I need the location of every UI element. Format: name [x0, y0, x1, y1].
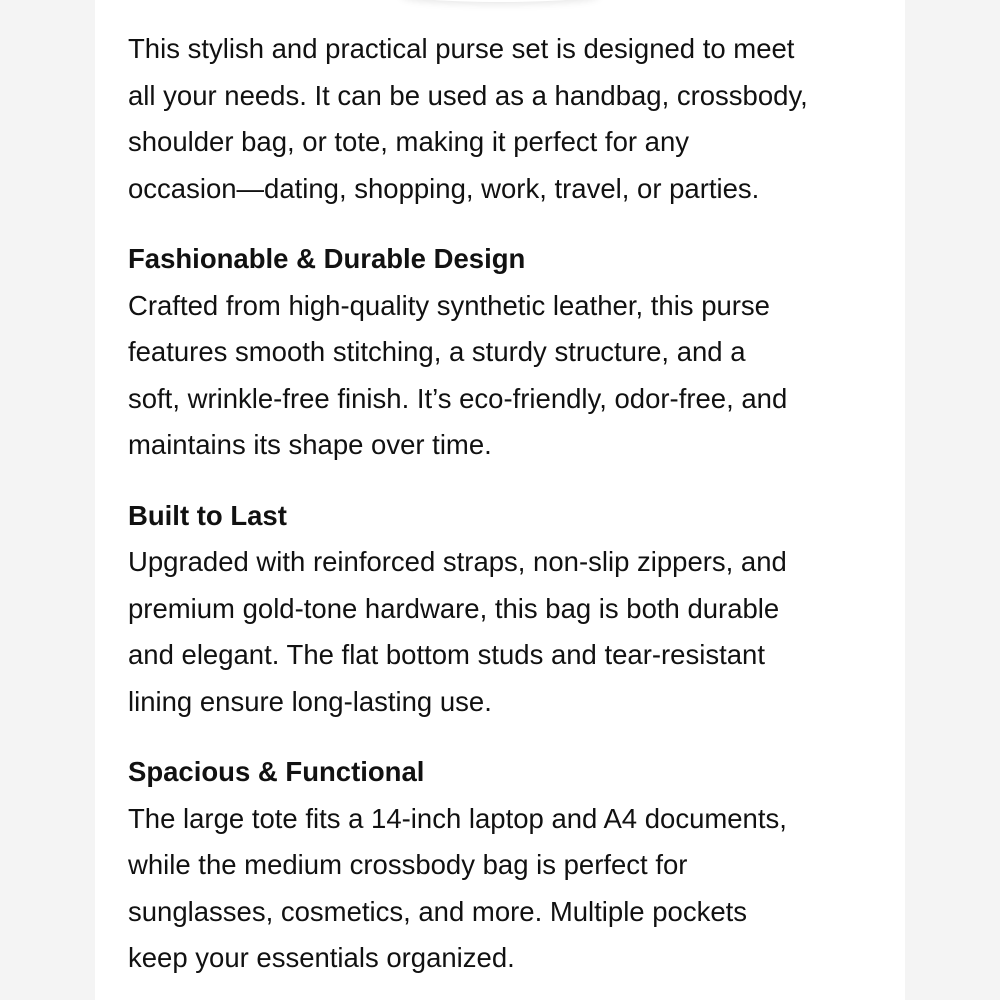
section-design: [128, 236, 888, 469]
intro-paragraph: This stylish and practical purse set is designed to meet all your needs. It can be used as a handbag, crossbody, shoulder bag, or tote, making it perfect for any occasion—dating, shopping, work, travel, or parties.: [128, 33, 808, 204]
section-heading: Built to Last: [128, 499, 287, 531]
section-body: Crafted from high-quality synthetic leather, this purse features smooth stitching, a sturdy structure, and a soft, wrinkle-free finish. It’s eco-friendly, odor-free, and maintains its shape over time.: [128, 289, 788, 460]
section-spacious: [128, 749, 888, 982]
product-description: [128, 26, 888, 982]
section-body: The large tote fits a 14-inch laptop and A4 documents, while the medium crossbody bag is perfect for sunglasses, cosmetics, and more. Multiple pockets keep your essentials organized.: [128, 802, 787, 973]
section-built-to-last: [128, 493, 888, 726]
section-body: Upgraded with reinforced straps, non-slip zippers, and premium gold-tone hardware, this bag is both durable and elegant. The flat bottom studs and tear-resistant lining ensure long-lasting use.: [128, 546, 787, 717]
section-heading: Fashionable & Durable Design: [128, 243, 526, 274]
section-heading: Spacious & Functional: [128, 756, 425, 787]
